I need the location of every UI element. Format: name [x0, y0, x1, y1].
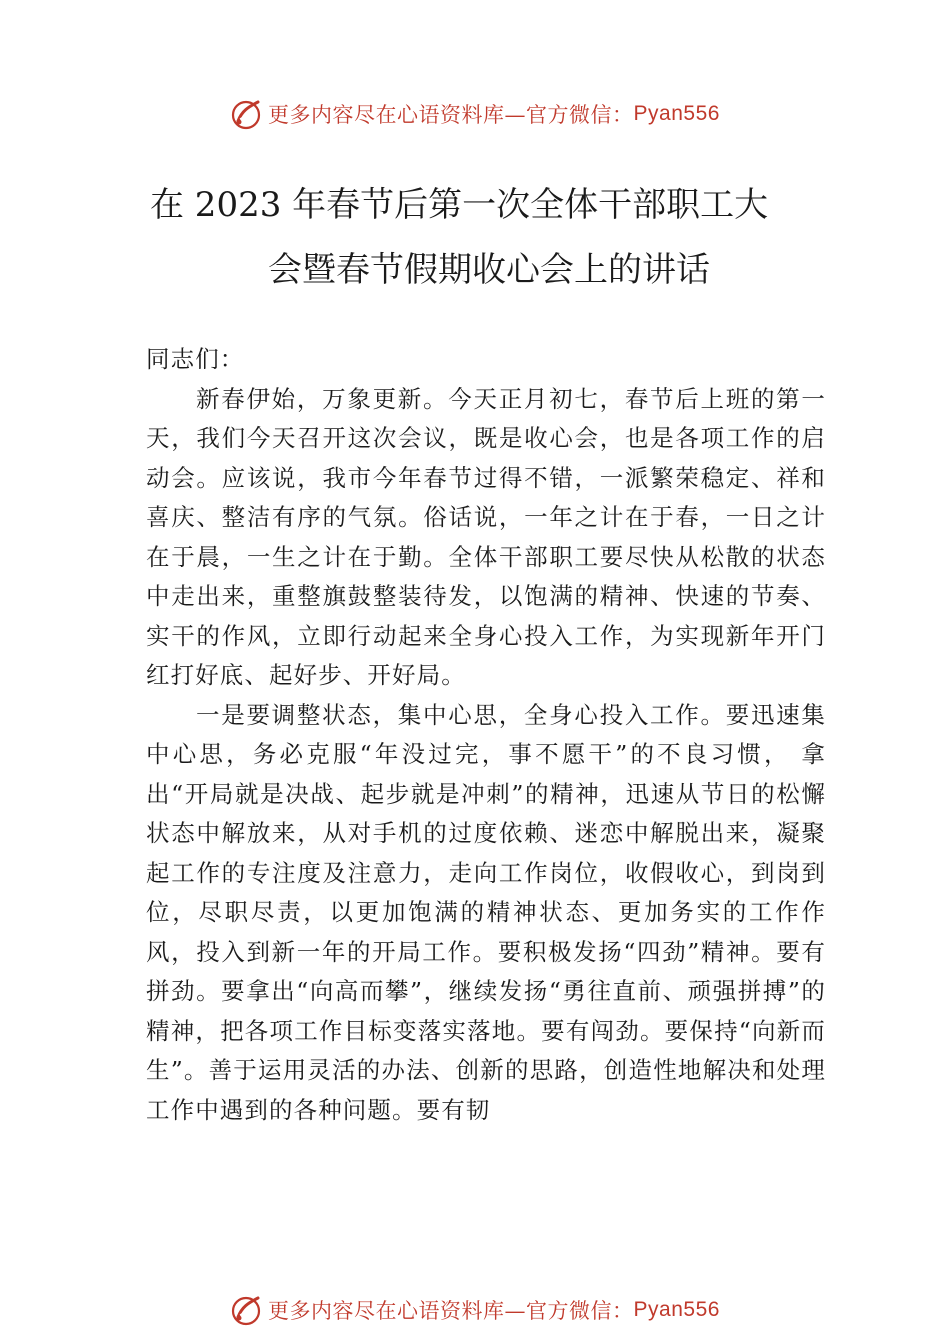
watermark-text: 更多内容尽在心语资料库—官方微信： [268, 103, 634, 127]
watermark-wechat-id: Pyan556 [633, 102, 720, 125]
watermark-banner-bottom [0, 1290, 950, 1330]
salutation: 同志们： [146, 345, 245, 373]
brush-logo-icon [230, 97, 264, 131]
paragraph: 新春伊始，万象更新。今天正月初七，春节后上班的第一天，我们今天召开这次会议，既是收心会，也是各项工作的启动会。应该说，我市今年春节过得不错，一派繁荣稳定、祥和喜庆、整洁有序的气氛。俗话说，一年之计在于春，一日之计在于晨，一生之计在于勤。全体干部职工要尽快从松散的状态中走出来，重整旗鼓整装待发，以饱满的精神、快速的节奏、实干的作风，立即行动起来全身心投入工作，为实现新年开门红打好底、起好步、开好局。 [146, 384, 826, 689]
brush-logo-icon [230, 1293, 264, 1327]
watermark-text: 更多内容尽在心语资料库—官方微信： [268, 1299, 634, 1323]
document-title-line-1: 在 2023 年春节后第一次全体干部职工大 [150, 185, 769, 225]
document-title-line-2: 会暨春节假期收心会上的讲话 [268, 250, 710, 290]
watermark-wechat-id: Pyan556 [633, 1298, 720, 1321]
paragraph: 一是要调整状态，集中心思，全身心投入工作。要迅速集中心思，务必克服“年没过完，事不愿干”的不良习惯， 拿出“开局就是决战、起步就是冲刺”的精神，迅速从节日的松懈状态中解放来，从对手机的过度依赖、迷恋中解脱出来，凝聚起工作的专注度及注意力，走向工作岗位，收假收心，到岗到位，尽职尽责，以更加饱满的精神状态、更加务实的工作作风，投入到新一年的开局工作。要积极发扬“四劲”精神。要有拼劲。要拿出“向高而攀”，继续发扬“勇往直前、顽强拼搏”的精神，把各项工作目标变落实落地。要有闯劲。要保持“向新而生”。善于运用灵活的办法、创新的思路，创造性地解决和处理工作中遇到的各种问题。要有韧 [146, 700, 826, 1124]
watermark-banner-top [0, 94, 950, 134]
document-body [146, 340, 826, 1130]
